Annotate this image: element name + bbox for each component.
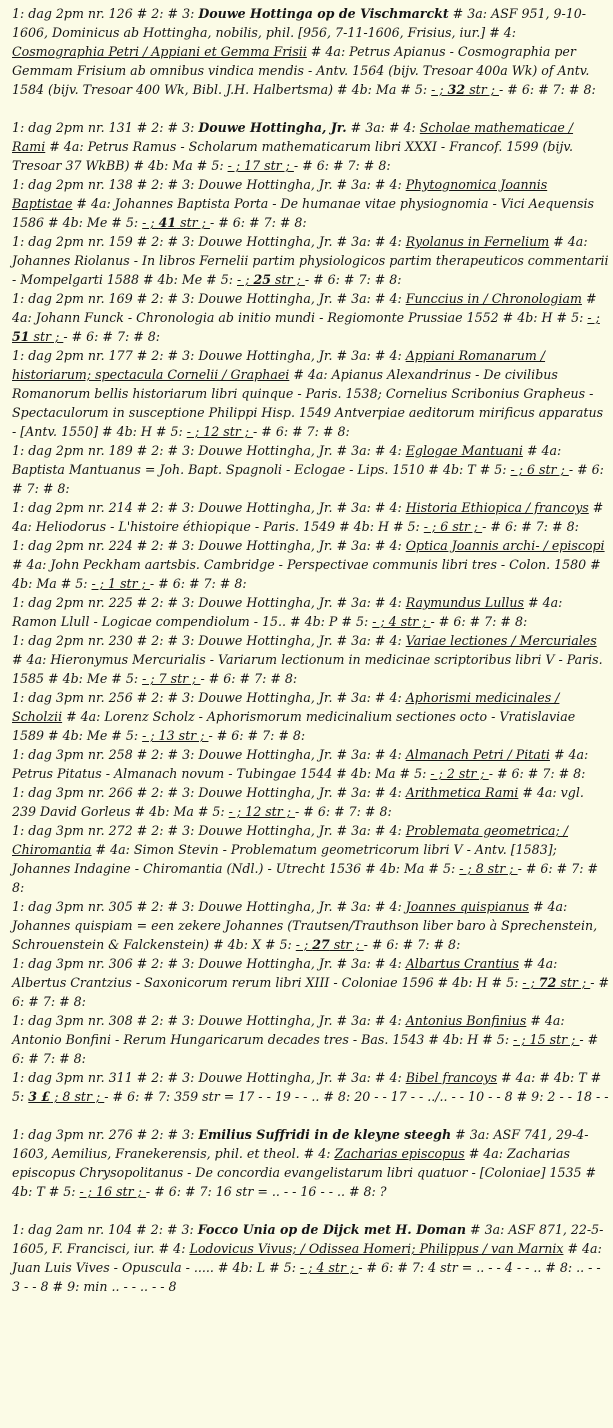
catalog-record [12, 232, 609, 289]
catalog-record [12, 745, 609, 783]
owner-name: Douwe Hottingha, Jr. [198, 120, 347, 135]
record-text: - # 6: # 7: # 8: [63, 329, 161, 344]
catalog-record [12, 821, 609, 897]
record-text: - # 6: # 7: 359 str = 17 - - 19 - - .. # 8: 20 - - 17 - - ../.. - - 10 - - 8 # 9: 2 - - 18 - - [104, 1089, 609, 1104]
record-separator [12, 1106, 609, 1125]
owner-name: Douwe Hottinga op de Vischmarckt [198, 6, 449, 21]
owner-name: Focco Unia op de Dijck met H. Doman [197, 1222, 467, 1237]
record-text: 1: dag 2pm nr. 131 # 2: # 3: [12, 120, 199, 135]
record-text: # 3a: ASF 871, 22-5-1605, F. Francisci, iur. # 4: [12, 1222, 604, 1256]
underlined-text: Albartus Crantius [405, 956, 519, 971]
underlined-text: - ; 13 str ; [142, 728, 209, 743]
price-figure: 72 [538, 975, 557, 990]
record-text: 1: dag 2pm nr. 138 # 2: # 3: Douwe Hottingha, Jr. # 3a: # 4: [12, 177, 406, 192]
record-text: 1: dag 2pm nr. 169 # 2: # 3: Douwe Hottingha, Jr. # 3a: # 4: [12, 291, 406, 306]
underlined-text: - ; 4 str ; [372, 614, 431, 629]
underlined-text: Cosmographia Petri / Appiani et Gemma Frisii [12, 44, 307, 59]
record-text: # 4a: Johannes quispiam = een zekere Johannes (Trautsen/Trauthson liber baro à Sprechenstein, Schrouenstein & Falckenstein) # 4b: X # 5: [12, 899, 598, 952]
record-text: # 4a: Heliodorus - L'histoire éthiopique - Paris. 1549 # 4b: H # 5: [12, 500, 604, 534]
record-text: - # 6: # 7: # 8: [208, 728, 306, 743]
record-text: 1: dag 2pm nr. 225 # 2: # 3: Douwe Hottingha, Jr. # 3a: # 4: [12, 595, 406, 610]
underlined-text: Optica Joannis archi- / episcopi [405, 538, 605, 553]
record-text: 1: dag 3pm nr. 276 # 2: # 3: [12, 1127, 199, 1142]
catalog-record [12, 1011, 609, 1068]
catalog-record [12, 498, 609, 536]
record-text: - # 6: # 7: 16 str = .. - - 16 - - .. # 8: ? [145, 1184, 387, 1199]
underlined-text: Problemata geometrica; / Chiromantia [12, 823, 568, 857]
catalog-record [12, 346, 609, 441]
underlined-text: - ; [522, 975, 539, 990]
underlined-text: - ; 16 str ; [79, 1184, 146, 1199]
record-text: - # 6: # 7: # 8: [12, 1032, 599, 1066]
underlined-text: Phytognomica Joannis Baptistae [12, 177, 548, 211]
catalog-record [12, 897, 609, 954]
catalog-record [12, 954, 609, 1011]
underlined-text: Funccius in / Chronologiam [405, 291, 582, 306]
underlined-text: - ; 12 str ; [228, 804, 295, 819]
record-text: 1: dag 2am nr. 104 # 2: # 3: [12, 1222, 198, 1237]
underlined-text: Variae lectiones / Mercuriales [405, 633, 597, 648]
underlined-text: str ; [556, 975, 591, 990]
underlined-text: str ; [271, 272, 305, 287]
underlined-text: - ; 6 str ; [510, 462, 569, 477]
record-text: 1: dag 3pm nr. 311 # 2: # 3: Douwe Hottingha, Jr. # 3a: # 4: [12, 1070, 406, 1085]
record-text: - # 6: # 7: # 8: [209, 215, 307, 230]
underlined-text: - ; [431, 82, 448, 97]
record-text: 1: dag 2pm nr. 230 # 2: # 3: Douwe Hottingha, Jr. # 3a: # 4: [12, 633, 406, 648]
underlined-text: - ; [142, 215, 159, 230]
record-text: # 3a: # 4: [346, 120, 420, 135]
record-text: - # 6: # 7: # 8: [304, 272, 402, 287]
underlined-text: Zacharias episcopus [334, 1146, 465, 1161]
record-text: # 4a: vgl. 239 David Gorleus # 4b: Ma # 5: [12, 785, 584, 819]
record-text: # 4a: Johann Funck - Chronologia ab initio mundi - Regiomonte Prussiae 1552 # 4b: H # 5: [12, 291, 597, 325]
record-text: 1: dag 3pm nr. 258 # 2: # 3: Douwe Hottingha, Jr. # 3a: # 4: [12, 747, 406, 762]
price-figure: 51 [12, 329, 30, 344]
record-text: - # 6: # 7: # 8: [430, 614, 528, 629]
price-figure: 3 £ [28, 1089, 51, 1104]
price-figure: 41 [158, 215, 177, 230]
price-figure: 25 [253, 272, 272, 287]
record-text: # 4a: Petrus Apianus - Cosmographia per Gemmam Frisium ab omnibus vindica mendis - Antv. 1564 (bijv. Tresoar 400a Wk) of Antv. 1584 (bijv. Tresoar 400 Wk, Bibl. J.H. Halbertsma) # 4b: Ma # 5: [12, 44, 590, 97]
record-text: # 3a: ASF 741, 29-4-1603, Aemilius, Franekerensis, phil. et theol. # 4: [12, 1127, 589, 1161]
record-text: 1: dag 2pm nr. 224 # 2: # 3: Douwe Hottingha, Jr. # 3a: # 4: [12, 538, 406, 553]
catalog-record [12, 1220, 609, 1296]
underlined-text: - ; 1 str ; [91, 576, 150, 591]
catalog-record [12, 289, 609, 346]
underlined-text: str ; [176, 215, 210, 230]
record-text: - # 6: # 7: # 8: [149, 576, 247, 591]
underlined-text: Historia Ethiopica / francoys [405, 500, 589, 515]
record-text: 1: dag 2pm nr. 214 # 2: # 3: Douwe Hottingha, Jr. # 3a: # 4: [12, 500, 406, 515]
record-text: # 4a: Ramon Llull - Logicae compendiolum - 15.. # 4b: P # 5: [12, 595, 563, 629]
record-text: 1: dag 3pm nr. 305 # 2: # 3: Douwe Hottingha, Jr. # 3a: # 4: [12, 899, 406, 914]
record-text: 1: dag 3pm nr. 306 # 2: # 3: Douwe Hottingha, Jr. # 3a: # 4: [12, 956, 406, 971]
catalog-record [12, 175, 609, 232]
underlined-text: str ; [465, 82, 499, 97]
record-separator [12, 99, 609, 118]
underlined-text: - ; 2 str ; [430, 766, 489, 781]
underlined-text: - ; 6 str ; [423, 519, 483, 534]
record-text: 1: dag 3pm nr. 308 # 2: # 3: Douwe Hottingha, Jr. # 3a: # 4: [12, 1013, 406, 1028]
underlined-text: Aphorismi medicinales / Scholzii [12, 690, 560, 724]
underlined-text: - ; 12 str ; [186, 424, 254, 439]
underlined-text: - ; 17 str ; [227, 158, 294, 173]
underlined-text: - ; 15 str ; [513, 1032, 580, 1047]
underlined-text: Appiani Romanarum / historiarum; spectacula Cornelii / Graphaei [12, 348, 546, 382]
catalog-record [12, 783, 609, 821]
record-text: 1: dag 3pm nr. 266 # 2: # 3: Douwe Hottingha, Jr. # 3a: # 4: [12, 785, 406, 800]
record-text: - # 6: # 7: # 8: [293, 158, 391, 173]
record-text: - # 6: # 7: # 8: [363, 937, 461, 952]
record-text: # 4a: Johannes Baptista Porta - De humanae vitae physiognomia - Vici Aequensis 1586 # 4b: Me # 5: [12, 196, 595, 230]
underlined-text: Scholae mathematicae / Rami [12, 120, 574, 154]
record-text: # 4a: Petrus Ramus - Scholarum mathematicarum libri XXXI - Francof. 1599 (bijv. Tresoar 37 WkBB) # 4b: Ma # 5: [12, 139, 574, 173]
underlined-text: - ; 7 str ; [142, 671, 201, 686]
catalog-record [12, 593, 609, 631]
record-text: # 4a: Zacharias episcopus Chrysopolitanus - De concordia evangelistarum libri quatuor - [Coloniae] 1535 # 4b: T # 5: [12, 1146, 597, 1199]
price-figure: 27 [312, 937, 330, 952]
underlined-text: str ; [29, 329, 64, 344]
record-text: # 4a: Johannes Riolanus - In libros Fernelii partim physiologicos partim therapeuticos commentarii - Mompelgarti 1588 # 4b: Me # 5: [12, 234, 609, 287]
record-text: # 4a: Albertus Crantzius - Saxonicorum rerum libri XIII - Coloniae 1596 # 4b: H # 5: [12, 956, 558, 990]
record-text: - # 6: # 7: # 8: [200, 671, 298, 686]
record-text: # 4a: Juan Luis Vives - Opuscula - ..... # 4b: L # 5: [12, 1241, 602, 1275]
record-text: # 4a: Antonio Bonfini - Rerum Hungaricarum decades tres - Bas. 1543 # 4b: H # 5: [12, 1013, 565, 1047]
catalog-record [12, 4, 609, 99]
underlined-text: Ryolanus in Fernelium [405, 234, 550, 249]
record-text: # 4a: Apianus Alexandrinus - De civilibus Romanorum bellis historiarum libri quinque - Paris. 1538; Cornelius Scribonius Grapheus - Spectaculorum in susceptione Philippi Hisp. 1549 Antverpiae aeditorum mirificus apparatus - [Antv. 1550] # 4b: H # 5: [12, 367, 604, 439]
underlined-text: Joannes quispianus [405, 899, 529, 914]
record-text: - # 6: # 7: # 8: [253, 424, 350, 439]
catalog-record [12, 118, 609, 175]
catalog-record [12, 536, 609, 593]
underlined-text: ; 8 str ; [50, 1089, 105, 1104]
record-text: - # 6: # 7: # 8: [488, 766, 586, 781]
underlined-text: str ; [329, 937, 364, 952]
price-figure: 32 [447, 82, 466, 97]
underlined-text: Arithmetica Rami [405, 785, 519, 800]
catalog-record [12, 441, 609, 498]
record-text: - # 6: # 7: # 8: [12, 975, 609, 1009]
catalog-record [12, 688, 609, 745]
record-text: 1: dag 3pm nr. 272 # 2: # 3: Douwe Hottingha, Jr. # 3a: # 4: [12, 823, 406, 838]
record-text: # 3a: ASF 951, 9-10-1606, Dominicus ab Hottingha, nobilis, phil. [956, 7-11-1606, Frisius, iur.] # 4: [12, 6, 587, 40]
underlined-text: - ; [295, 937, 313, 952]
record-text: # 4a: Baptista Mantuanus = Joh. Bapt. Spagnoli - Eclogae - Lips. 1510 # 4b: T # 5: [12, 443, 562, 477]
catalog-record [12, 1068, 609, 1106]
record-text: - # 6: # 7: # 8: [499, 82, 596, 97]
record-text: 1: dag 2pm nr. 159 # 2: # 3: Douwe Hottingha, Jr. # 3a: # 4: [12, 234, 406, 249]
underlined-text: Bibel francoys [405, 1070, 498, 1085]
record-separator [12, 1201, 609, 1220]
record-text: - # 6: # 7: # 8: [12, 462, 604, 496]
underlined-text: Eglogae Mantuani [405, 443, 523, 458]
underlined-text: Antonius Bonfinius [405, 1013, 527, 1028]
record-text: # 4a: Lorenz Scholz - Aphorismorum medicinalium sectiones octo - Vratislaviae 1589 # 4b: Me # 5: [12, 709, 576, 743]
record-text: 1: dag 2pm nr. 189 # 2: # 3: Douwe Hottingha, Jr. # 3a: # 4: [12, 443, 406, 458]
underlined-text: Lodovicus Vivus; / Odissea Homeri; Philippus / van Marnix [189, 1241, 564, 1256]
underlined-text: Raymundus Lullus [405, 595, 525, 610]
record-text: - # 6: # 7: # 8: [295, 804, 392, 819]
underlined-text: - ; 4 str ; [299, 1260, 359, 1275]
underlined-text: - ; 8 str ; [459, 861, 518, 876]
record-text: # 4a: John Peckham aartsbis. Cambridge - Perspectivae communis libri tres - Colon. 1580 # 4b: Ma # 5: [12, 557, 601, 591]
record-text: # 4a: # 4b: T # 5: [12, 1070, 602, 1104]
record-text: # 4a: Simon Stevin - Problematum geometricorum libri V - Antv. [1583]; Johannes Indagine - Chiromantia (Ndl.) - Utrecht 1536 # 4b: Ma # 5: [12, 842, 557, 876]
record-text: - # 6: # 7: 4 str = .. - - 4 - - .. # 8: .. - - 3 - - 8 # 9: min .. - - .. - - 8 [12, 1260, 601, 1294]
underlined-text: - ; [237, 272, 254, 287]
record-text: 1: dag 3pm nr. 256 # 2: # 3: Douwe Hottingha, Jr. # 3a: # 4: [12, 690, 406, 705]
underlined-text: Almanach Petri / Pitati [405, 747, 550, 762]
record-text: 1: dag 2pm nr. 177 # 2: # 3: Douwe Hottingha, Jr. # 3a: # 4: [12, 348, 406, 363]
catalog-record [12, 1125, 609, 1201]
record-text: - # 6: # 7: # 8: [12, 861, 599, 895]
underlined-text: - ; [587, 310, 600, 325]
record-text: # 4a: Petrus Pitatus - Almanach novum - Tubingae 1544 # 4b: Ma # 5: [12, 747, 589, 781]
catalog-record [12, 631, 609, 688]
record-text: # 4a: Hieronymus Mercurialis - Variarum lectionum in medicinae scriptoribus libri V - Paris. 1585 # 4b: Me # 5: [12, 652, 603, 686]
owner-name: Emilius Suffridi in de kleyne steegh [198, 1127, 452, 1142]
record-text: 1: dag 2pm nr. 126 # 2: # 3: [12, 6, 199, 21]
record-text: - # 6: # 7: # 8: [482, 519, 579, 534]
